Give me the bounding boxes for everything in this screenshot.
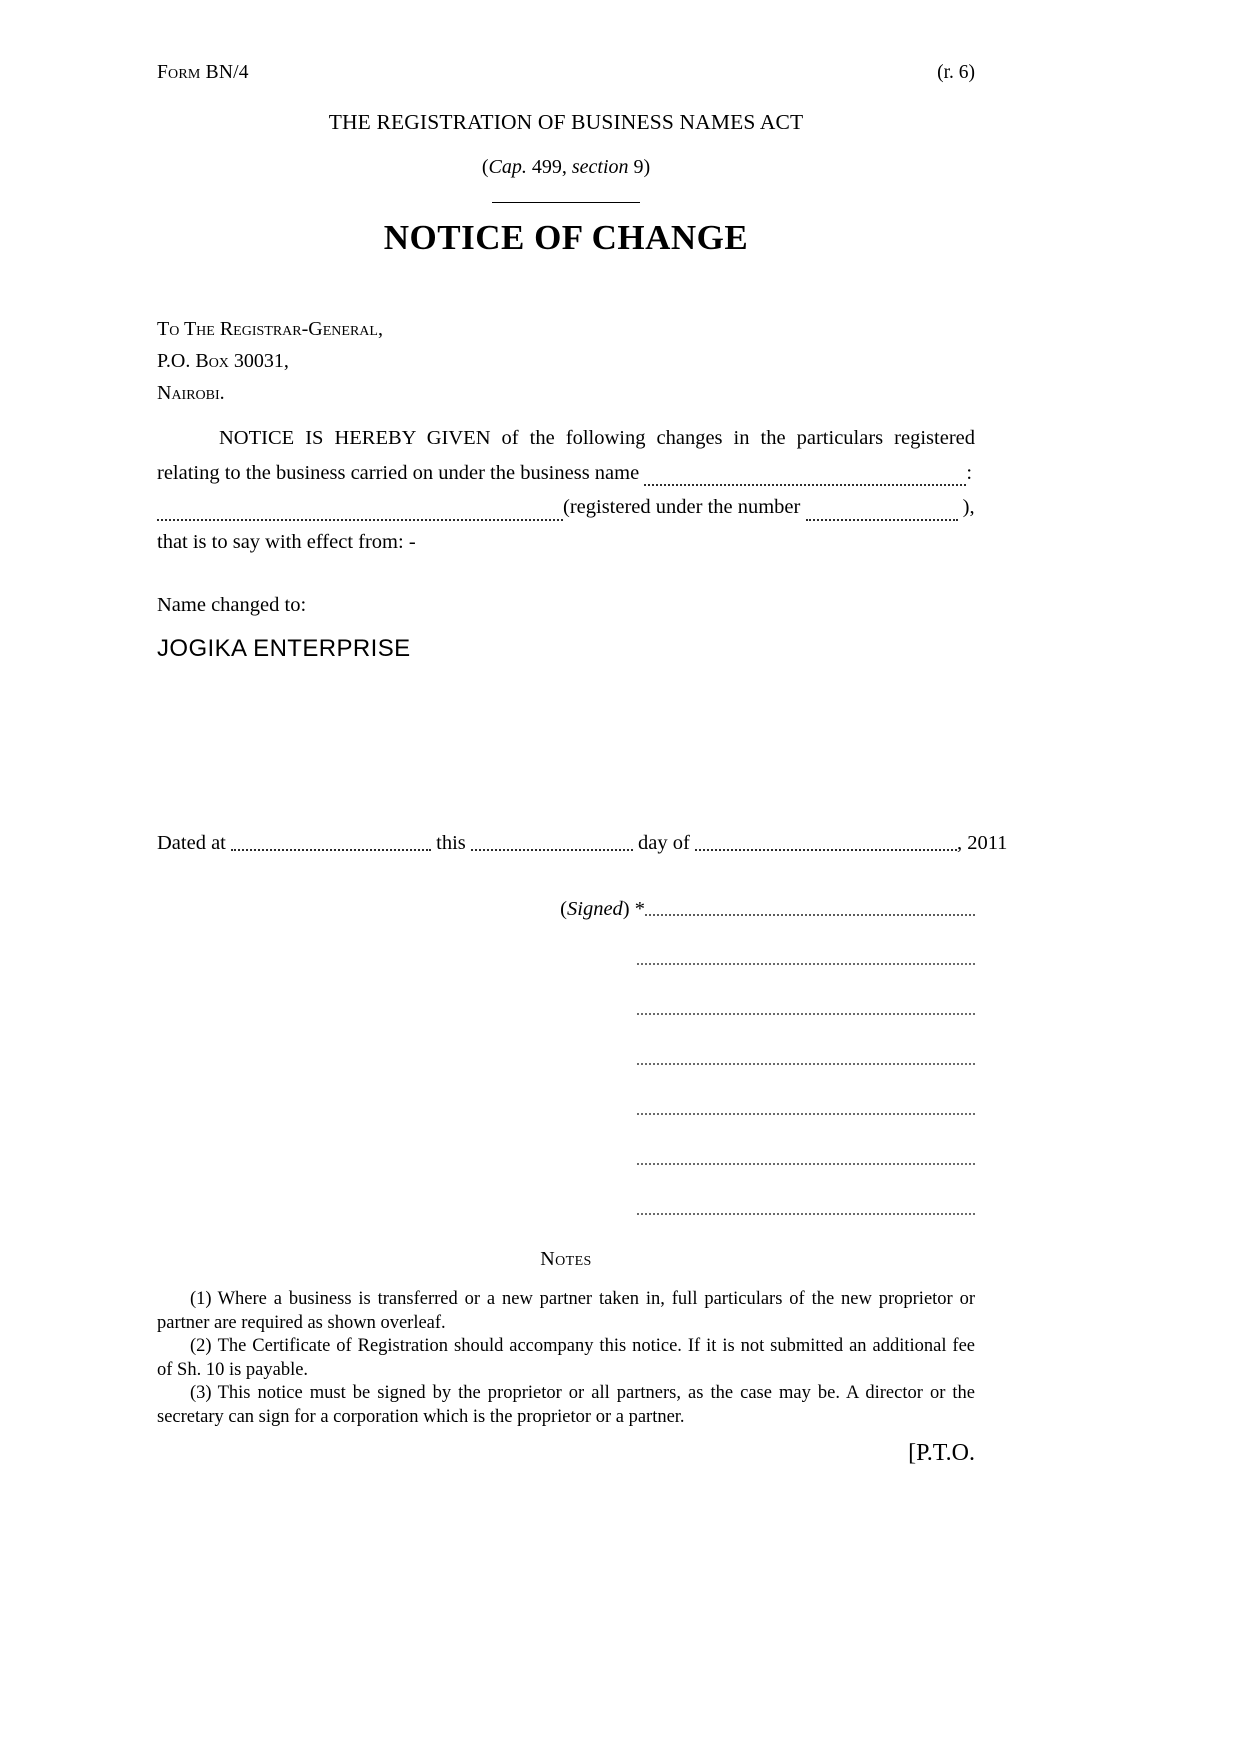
note-number-1: (1) — [190, 1289, 212, 1309]
addressee-line-pobox: P.O. Box 30031, — [157, 350, 289, 372]
addressee-block — [157, 313, 975, 409]
name-changed-value[interactable]: JOGIKA ENTERPRISE — [157, 635, 411, 662]
effect-from-line: that is to say with effect from: - — [157, 530, 416, 553]
divider-rule — [492, 201, 640, 203]
citation-section-number: 9) — [628, 156, 651, 178]
business-name-fill-line-continued[interactable] — [157, 518, 563, 521]
citation-cap: Cap. — [488, 156, 527, 178]
signature-fill-line-3[interactable] — [637, 1012, 975, 1015]
addressee-line-city: Nairobi. — [157, 382, 225, 404]
notice-colon: : — [966, 461, 973, 484]
registered-under-label: (registered under the number — [563, 496, 801, 518]
dated-place-fill-line[interactable] — [231, 848, 431, 851]
form-code-label: Form BN/4 — [157, 62, 249, 83]
citation-line — [157, 156, 975, 179]
signature-row-2 — [157, 948, 975, 971]
dated-at-label: Dated at — [157, 832, 226, 854]
business-name-fill-line[interactable] — [644, 483, 966, 486]
citation-cap-number: 499, — [526, 156, 572, 178]
notice-sentence: of the following changes in the particulars registered relating to the business carried on under the business name — [157, 427, 975, 484]
signature-row-6 — [157, 1148, 975, 1171]
page-title: NOTICE OF CHANGE — [383, 218, 749, 257]
note-text-3: This notice must be signed by the proprietor or all partners, as the case may be. A director or the secretary can sign for a corporation which is the proprietor or a partner. — [157, 1383, 975, 1427]
notice-opening: NOTICE IS HEREBY GIVEN — [219, 427, 491, 449]
signature-row-3 — [157, 998, 975, 1021]
signed-open-paren: ( — [560, 898, 567, 920]
signature-fill-line-6[interactable] — [637, 1162, 975, 1165]
addressee-line-registrar: To The Registrar-General, — [157, 318, 383, 340]
signature-block — [157, 898, 975, 1221]
note-number-3: (3) — [190, 1383, 212, 1403]
signature-row-7 — [157, 1198, 975, 1221]
signed-close-paren: ) * — [622, 898, 645, 920]
registration-number-fill-line[interactable] — [806, 518, 958, 521]
title-divider — [157, 190, 975, 208]
note-item-1 — [157, 1288, 975, 1335]
note-number-2: (2) — [190, 1336, 212, 1356]
note-text-1: Where a business is transferred or a new partner taken in, full particulars of the new proprietor or partner are required as shown overleaf. — [157, 1289, 975, 1333]
dated-this-label: this — [436, 832, 466, 854]
signature-fill-line-5[interactable] — [637, 1112, 975, 1115]
signature-fill-line-4[interactable] — [637, 1062, 975, 1065]
name-changed-label: Name changed to: — [157, 594, 307, 616]
signed-label-row — [157, 898, 975, 921]
act-title: THE REGISTRATION OF BUSINESS NAMES ACT — [328, 110, 804, 134]
citation-open-paren: ( — [481, 156, 489, 178]
signed-word: Signed — [567, 898, 623, 920]
signature-row-5 — [157, 1098, 975, 1121]
note-item-3 — [157, 1382, 975, 1429]
page-header — [157, 62, 975, 84]
registered-close-paren: ), — [962, 496, 975, 518]
signature-fill-line-1[interactable] — [645, 913, 975, 916]
rule-reference-label: (r. 6) — [937, 62, 975, 83]
dated-day-fill-line[interactable] — [471, 848, 633, 851]
dated-year-label: , 2011 — [956, 832, 1008, 854]
pto-marker: [P.T.O. — [908, 1440, 975, 1466]
signature-fill-line-2[interactable] — [637, 962, 975, 965]
dated-month-fill-line[interactable] — [695, 848, 957, 851]
notes-heading: Notes — [540, 1248, 592, 1270]
notes-list — [157, 1288, 975, 1429]
registered-number-line — [157, 490, 975, 525]
citation-section: section — [571, 156, 629, 178]
notice-body — [157, 421, 975, 559]
dated-line — [157, 832, 1008, 855]
note-text-2: The Certificate of Registration should accompany this notice. If it is not submitted an additional fee of Sh. 10 is payable. — [157, 1336, 975, 1380]
signature-row-4 — [157, 1048, 975, 1071]
note-item-2 — [157, 1335, 975, 1382]
signature-fill-line-7[interactable] — [637, 1212, 975, 1215]
dated-dayof-label: day of — [638, 832, 690, 854]
